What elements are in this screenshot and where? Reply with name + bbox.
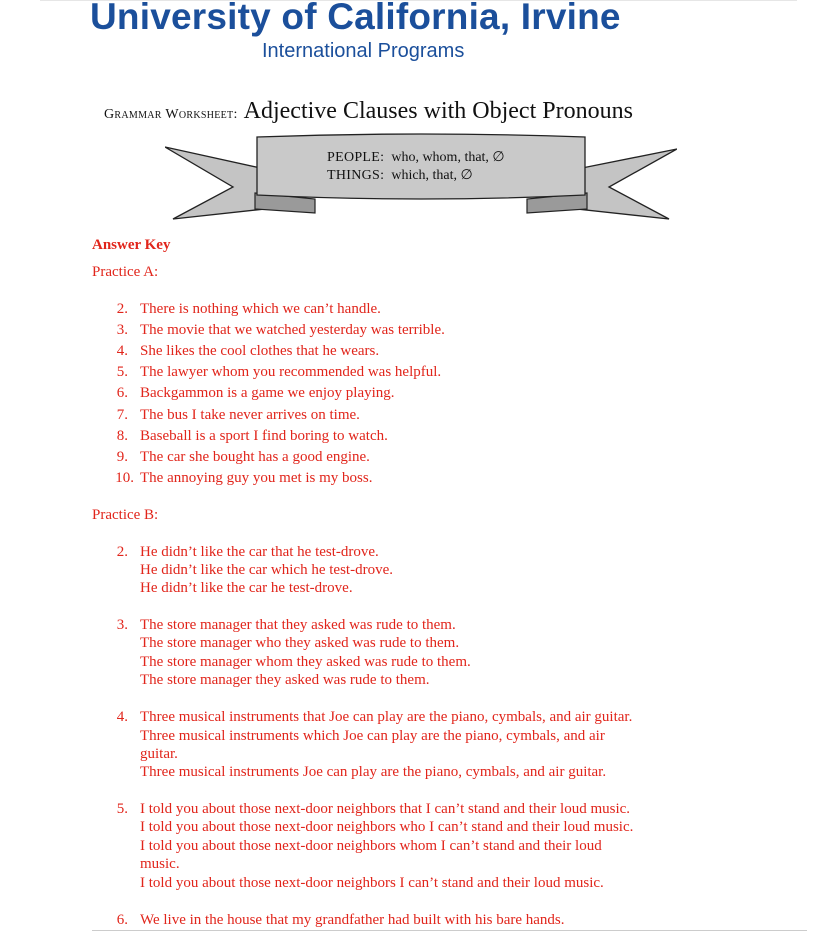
worksheet-heading: Adjective Clauses with Object Pronouns bbox=[243, 98, 633, 124]
ribbon-right-tail bbox=[577, 149, 677, 219]
people-value: who, whom, that, ∅ bbox=[391, 150, 505, 165]
ribbon-left-tail bbox=[165, 147, 265, 219]
list-item-number: 6. bbox=[116, 385, 128, 401]
list-item-number: 4. bbox=[116, 343, 128, 359]
ribbon-text bbox=[327, 149, 505, 185]
worksheet-label: Grammar Worksheet: bbox=[104, 107, 238, 122]
list-item-number: 9. bbox=[116, 449, 128, 465]
list-item: He didn’t like the car which he test-drove. bbox=[140, 562, 393, 578]
ribbon-people-row bbox=[327, 149, 505, 167]
things-label: THINGS: bbox=[327, 168, 385, 183]
list-item: Backgammon is a game we enjoy playing. bbox=[140, 385, 395, 401]
list-item: The store manager who they asked was rude to them. bbox=[140, 635, 460, 651]
list-item: She likes the cool clothes that he wears. bbox=[140, 343, 380, 359]
ribbon-things-row bbox=[327, 167, 505, 185]
list-item: Baseball is a sport I find boring to watch. bbox=[140, 428, 388, 444]
list-item: He didn’t like the car that he test-drove. bbox=[140, 544, 379, 560]
list-item-number: 5. bbox=[116, 801, 128, 817]
university-title: University of California, Irvine bbox=[90, 0, 621, 37]
list-item: The annoying guy you met is my boss. bbox=[140, 470, 373, 486]
list-item: Three musical instruments that Joe can play are the piano, cymbals, and air guitar. bbox=[140, 709, 633, 725]
list-item: Three musical instruments Joe can play are the piano, cymbals, and air guitar. bbox=[140, 764, 607, 780]
list-item-number: 7. bbox=[116, 407, 128, 423]
list-item: I told you about those next-door neighbors who I can’t stand and their loud music. bbox=[140, 819, 634, 835]
list-item: I told you about those next-door neighbors that I can’t stand and their loud music. bbox=[140, 801, 631, 817]
list-item-number: 4. bbox=[116, 709, 128, 725]
list-item-number: 10. bbox=[115, 470, 134, 486]
list-item: I told you about those next-door neighbors whom I can’t stand and their loud bbox=[140, 838, 602, 854]
list-item-number: 8. bbox=[116, 428, 128, 444]
list-item-number: 2. bbox=[116, 301, 128, 317]
list-item: The store manager that they asked was rude to them. bbox=[140, 617, 456, 633]
list-item-number: 3. bbox=[116, 617, 128, 633]
list-item-number: 2. bbox=[116, 544, 128, 560]
list-item: There is nothing which we can’t handle. bbox=[140, 301, 381, 317]
list-item-number: 5. bbox=[116, 364, 128, 380]
department-subtitle: International Programs bbox=[262, 40, 465, 62]
list-item: The store manager whom they asked was rude to them. bbox=[140, 654, 471, 670]
list-item: He didn’t like the car he test-drove. bbox=[140, 580, 353, 596]
list-item: We live in the house that my grandfather had built with his bare hands. bbox=[140, 912, 565, 928]
practice-b-label: Practice B: bbox=[92, 507, 159, 523]
list-item: The bus I take never arrives on time. bbox=[140, 407, 360, 423]
people-label: PEOPLE: bbox=[327, 150, 385, 165]
list-item: The lawyer whom you recommended was helpful. bbox=[140, 364, 442, 380]
worksheet-title bbox=[104, 98, 633, 125]
list-item: I told you about those next-door neighbors I can’t stand and their loud music. bbox=[140, 875, 604, 891]
things-value: which, that, ∅ bbox=[391, 168, 473, 183]
list-item: The movie that we watched yesterday was terrible. bbox=[140, 322, 445, 338]
answer-key-heading: Answer Key bbox=[92, 237, 171, 253]
list-item-number: 3. bbox=[116, 322, 128, 338]
list-item: The car she bought has a good engine. bbox=[140, 449, 370, 465]
list-item-number: 6. bbox=[116, 912, 128, 928]
list-item: music. bbox=[140, 856, 180, 872]
list-item: The store manager they asked was rude to them. bbox=[140, 672, 430, 688]
list-item: guitar. bbox=[140, 746, 178, 762]
page-bottom-rule bbox=[92, 930, 807, 931]
practice-a-label: Practice A: bbox=[92, 264, 159, 280]
list-item: Three musical instruments which Joe can play are the piano, cymbals, and air bbox=[140, 728, 605, 744]
